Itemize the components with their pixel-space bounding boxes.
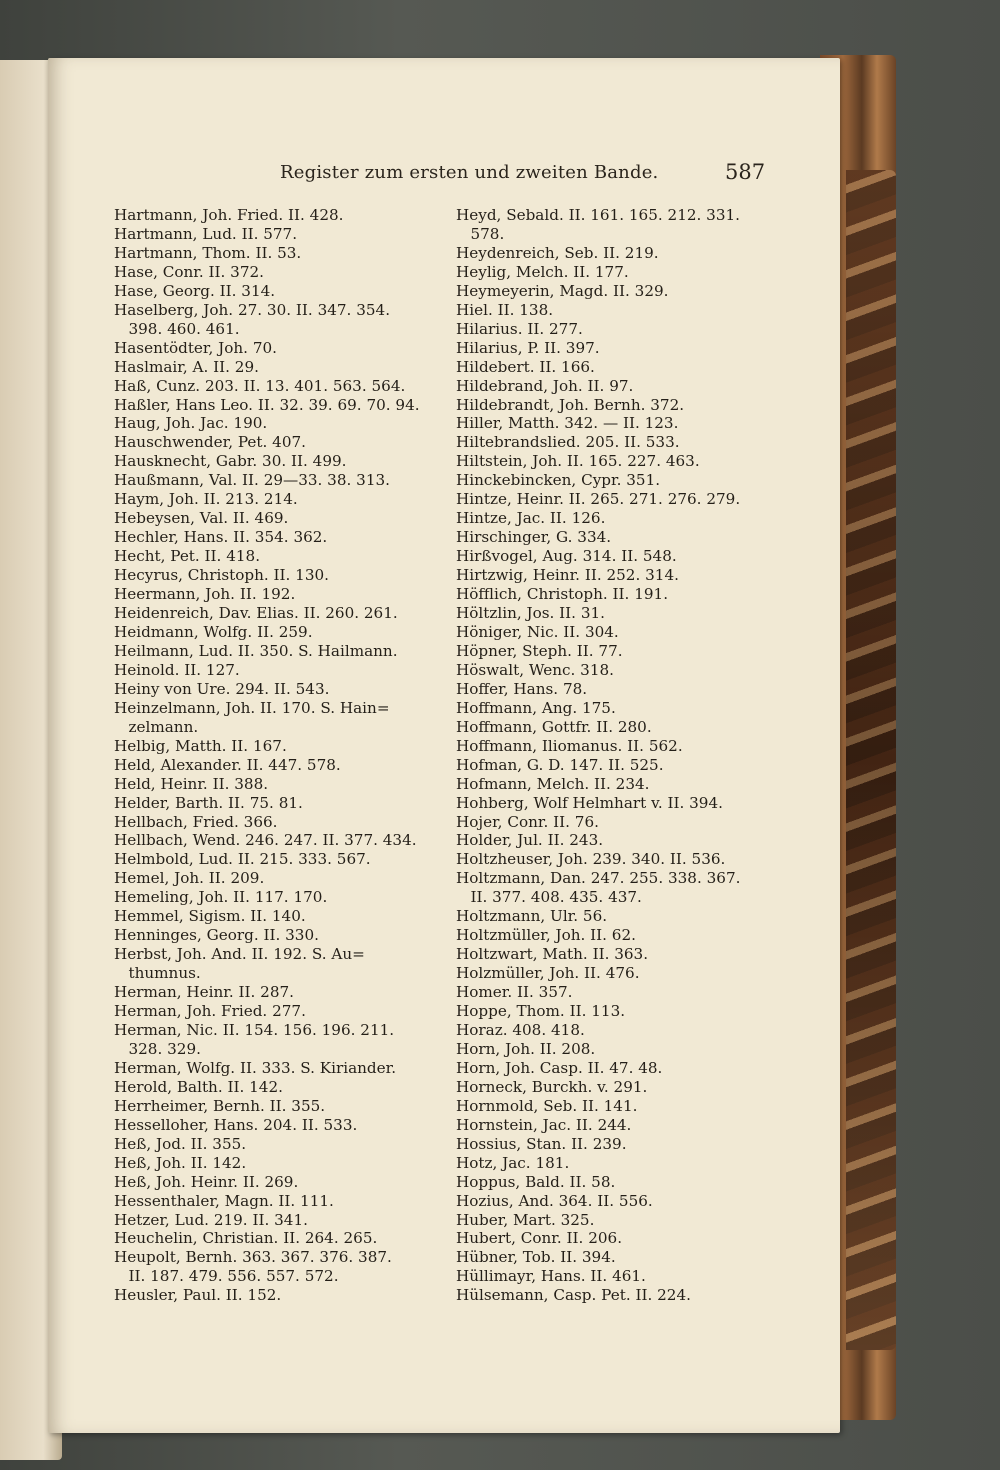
index-entry: Helder, Barth. II. 75. 81.	[114, 793, 303, 812]
index-entry: Heilmann, Lud. II. 350. S. Hailmann.	[114, 641, 398, 660]
index-entry: Hoffmann, Gottfr. II. 280.	[456, 717, 652, 736]
index-entry: Hauschwender, Pet. 407.	[114, 433, 306, 452]
index-entry: 328. 329.	[114, 1039, 201, 1058]
index-entry: Hemeling, Joh. II. 117. 170.	[114, 888, 328, 907]
index-entry: Hirßvogel, Aug. 314. II. 548.	[456, 547, 677, 566]
index-entry: Hechler, Hans. II. 354. 362.	[114, 528, 328, 547]
index-entry: Held, Alexander. II. 447. 578.	[114, 755, 341, 774]
index-entry: Holder, Jul. II. 243.	[456, 831, 604, 850]
index-entry: Hellbach, Wend. 246. 247. II. 377. 434.	[114, 831, 417, 850]
index-entry: Held, Heinr. II. 388.	[114, 774, 269, 793]
index-entry: Hasentödter, Joh. 70.	[114, 338, 277, 357]
index-entry: Hellbach, Fried. 366.	[114, 812, 278, 831]
index-entry: Heidmann, Wolfg. II. 259.	[114, 622, 313, 641]
index-entry: Heinzelmann, Joh. II. 170. S. Hain=	[114, 698, 390, 717]
index-entry: Hofman, G. D. 147. II. 525.	[456, 755, 664, 774]
index-entry: Haußmann, Val. II. 29—33. 38. 313.	[114, 471, 390, 490]
marbled-endpaper	[846, 170, 896, 1350]
index-entry: Heß, Joh. Heinr. II. 269.	[114, 1172, 299, 1191]
index-entry: Holtzmann, Dan. 247. 255. 338. 367.	[456, 869, 741, 888]
index-entry: Hirtzwig, Heinr. II. 252. 314.	[456, 566, 679, 585]
index-entry: Hülsemann, Casp. Pet. II. 224.	[456, 1286, 691, 1305]
index-entry: Herman, Heinr. II. 287.	[114, 983, 294, 1002]
index-entry: Horn, Joh. Casp. II. 47. 48.	[456, 1058, 663, 1077]
index-entry: Holtzheuser, Joh. 239. 340. II. 536.	[456, 850, 726, 869]
index-entry: Hiltebrandslied. 205. II. 533.	[456, 433, 680, 452]
index-column-right	[456, 206, 806, 1305]
book-page	[48, 58, 840, 1433]
index-entry: Hubert, Conr. II. 206.	[456, 1229, 623, 1248]
index-entry: Heidenreich, Dav. Elias. II. 260. 261.	[114, 604, 398, 623]
index-entry: Hase, Georg. II. 314.	[114, 281, 276, 300]
index-entry: Horaz. 408. 418.	[456, 1020, 585, 1039]
index-entry: Hilarius, P. II. 397.	[456, 338, 600, 357]
index-entry: Herrheimer, Bernh. II. 355.	[114, 1096, 326, 1115]
index-entry: Holzmüller, Joh. II. 476.	[456, 964, 640, 983]
index-entry: Herman, Wolfg. II. 333. S. Kiriander.	[114, 1058, 397, 1077]
index-entry: Haym, Joh. II. 213. 214.	[114, 490, 298, 509]
index-entry: Heermann, Joh. II. 192.	[114, 585, 296, 604]
index-entry: Hartmann, Joh. Fried. II. 428.	[114, 206, 344, 224]
index-entry: Helmbold, Lud. II. 215. 333. 567.	[114, 850, 371, 869]
index-entry: Heylig, Melch. II. 177.	[456, 262, 629, 281]
index-entry: Hildebrand, Joh. II. 97.	[456, 376, 634, 395]
index-entry: Herman, Joh. Fried. 277.	[114, 1002, 306, 1021]
index-entry: Haslmair, A. II. 29.	[114, 357, 259, 376]
index-entry: Hozius, And. 364. II. 556.	[456, 1191, 653, 1210]
index-entry: Heymeyerin, Magd. II. 329.	[456, 281, 669, 300]
index-entry: Hemmel, Sigism. II. 140.	[114, 907, 306, 926]
index-entry: Hornmold, Seb. II. 141.	[456, 1096, 638, 1115]
index-entry: 578.	[456, 224, 505, 243]
index-entry: Homer. II. 357.	[456, 983, 573, 1002]
index-entry: Höpner, Steph. II. 77.	[456, 641, 623, 660]
page-header	[48, 160, 840, 190]
index-entry: Helbig, Matth. II. 167.	[114, 736, 287, 755]
index-entry: Heß, Joh. II. 142.	[114, 1153, 247, 1172]
index-entry: Herold, Balth. II. 142.	[114, 1077, 283, 1096]
index-entry: Heusler, Paul. II. 152.	[114, 1286, 282, 1305]
page-number: 587	[725, 160, 766, 184]
index-entry: Heydenreich, Seb. II. 219.	[456, 243, 659, 262]
index-entry: Höswalt, Wenc. 318.	[456, 660, 614, 679]
index-entry: Hartmann, Lud. II. 577.	[114, 224, 298, 243]
index-entry: Höniger, Nic. II. 304.	[456, 622, 619, 641]
index-entry: Horneck, Burckh. v. 291.	[456, 1077, 648, 1096]
index-entry: Höltzlin, Jos. II. 31.	[456, 604, 605, 623]
index-entry: Herbst, Joh. And. II. 192. S. Au=	[114, 945, 365, 964]
index-entry: Huber, Mart. 325.	[456, 1210, 595, 1229]
index-entry: Haug, Joh. Jac. 190.	[114, 414, 268, 433]
index-entry: Heiny von Ure. 294. II. 543.	[114, 679, 330, 698]
index-column-left	[114, 206, 454, 1305]
index-entry: Holtzmann, Ulr. 56.	[456, 907, 608, 926]
running-title: Register zum ersten und zweiten Bande.	[280, 162, 659, 183]
index-entry: Heupolt, Bernh. 363. 367. 376. 387.	[114, 1248, 392, 1267]
index-entry: Hüllimayr, Hans. II. 461.	[456, 1267, 646, 1286]
index-entry: Hotz, Jac. 181.	[456, 1153, 570, 1172]
index-entry: Heinold. II. 127.	[114, 660, 240, 679]
index-entry: Hintze, Jac. II. 126.	[456, 509, 606, 528]
index-entry: Hase, Conr. II. 372.	[114, 262, 264, 281]
index-entry: Hiller, Matth. 342. — II. 123.	[456, 414, 679, 433]
index-entry: Herman, Nic. II. 154. 156. 196. 211.	[114, 1020, 395, 1039]
index-entry: Hirschinger, G. 334.	[456, 528, 612, 547]
index-entry: Haß, Cunz. 203. II. 13. 401. 563. 564.	[114, 376, 406, 395]
index-entry: Hetzer, Lud. 219. II. 341.	[114, 1210, 308, 1229]
index-entry: Hinckebincken, Cypr. 351.	[456, 471, 661, 490]
index-entry: Hossius, Stan. II. 239.	[456, 1134, 627, 1153]
index-entry: Heß, Jod. II. 355.	[114, 1134, 247, 1153]
index-entry: Hojer, Conr. II. 76.	[456, 812, 599, 831]
index-entry: Heuchelin, Christian. II. 264. 265.	[114, 1229, 378, 1248]
index-entry: Hübner, Tob. II. 394.	[456, 1248, 616, 1267]
index-entry: Hohberg, Wolf Helmhart v. II. 394.	[456, 793, 723, 812]
index-entry: Hoffmann, Iliomanus. II. 562.	[456, 736, 683, 755]
index-entry: Hessenthaler, Magn. II. 111.	[114, 1191, 334, 1210]
index-entry: Hiel. II. 138.	[456, 300, 554, 319]
index-entry: Hoppe, Thom. II. 113.	[456, 1002, 626, 1021]
index-entry: Hecyrus, Christoph. II. 130.	[114, 566, 329, 585]
index-entry: Holtzmüller, Joh. II. 62.	[456, 926, 636, 945]
index-entry: Hausknecht, Gabr. 30. II. 499.	[114, 452, 347, 471]
index-entry: Hoppus, Bald. II. 58.	[456, 1172, 616, 1191]
index-entry: Hartmann, Thom. II. 53.	[114, 243, 302, 262]
index-entry: Hofmann, Melch. II. 234.	[456, 774, 650, 793]
index-entry: Hilarius. II. 277.	[456, 319, 583, 338]
index-entry: thumnus.	[114, 964, 201, 983]
index-entry: Horn, Joh. II. 208.	[456, 1039, 596, 1058]
index-entry: 398. 460. 461.	[114, 319, 240, 338]
index-entry: zelmann.	[114, 717, 199, 736]
index-entry: Hoffmann, Ang. 175.	[456, 698, 616, 717]
index-entry: Hemel, Joh. II. 209.	[114, 869, 265, 888]
index-entry: Hintze, Heinr. II. 265. 271. 276. 279.	[456, 490, 741, 509]
index-entry: Holtzwart, Math. II. 363.	[456, 945, 649, 964]
index-entry: II. 187. 479. 556. 557. 572.	[114, 1267, 339, 1286]
index-entry: Hiltstein, Joh. II. 165. 227. 463.	[456, 452, 700, 471]
index-entry: Haßler, Hans Leo. II. 32. 39. 69. 70. 94.	[114, 395, 420, 414]
index-entry: Hornstein, Jac. II. 244.	[456, 1115, 632, 1134]
index-entry: Höfflich, Christoph. II. 191.	[456, 585, 669, 604]
index-entry: Hildebrandt, Joh. Bernh. 372.	[456, 395, 685, 414]
index-entry: Hecht, Pet. II. 418.	[114, 547, 261, 566]
index-entry: Henninges, Georg. II. 330.	[114, 926, 319, 945]
index-entry: Heyd, Sebald. II. 161. 165. 212. 331.	[456, 206, 740, 224]
index-entry: Hebeysen, Val. II. 469.	[114, 509, 289, 528]
index-entry: Hildebert. II. 166.	[456, 357, 595, 376]
index-entry: Haselberg, Joh. 27. 30. II. 347. 354.	[114, 300, 391, 319]
index-entry: II. 377. 408. 435. 437.	[456, 888, 642, 907]
index-entry: Hesselloher, Hans. 204. II. 533.	[114, 1115, 358, 1134]
index-entry: Hoffer, Hans. 78.	[456, 679, 588, 698]
